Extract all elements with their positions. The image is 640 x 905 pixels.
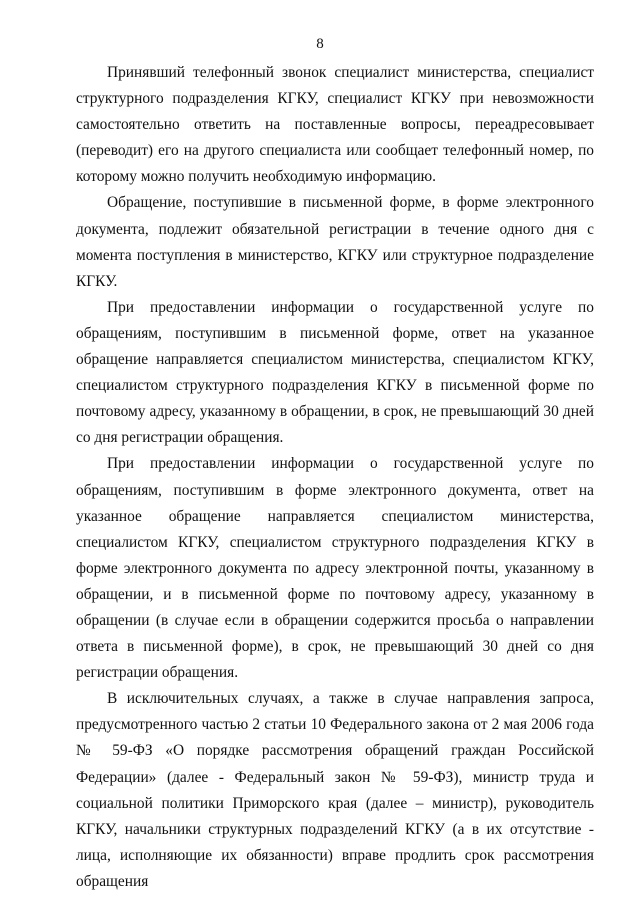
paragraph-3: При предоставлении информации о государственной услуге по обращениям, поступившим в письменной форме, ответ на указанное обращение направляется специалистом министерства, специалистом КГКУ, специалистом структурного подразделения КГКУ в письменной форме по почтовому адресу, указанному в обращении, в срок, не превышающий 30 дней со дня регистрации обращения. xyxy=(76,298,594,447)
document-body xyxy=(76,60,594,895)
paragraph-5: В исключительных случаях, а также в случае направления запроса, предусмотренного частью 2 статьи 10 Федерального закона от 2 мая 2006 года № 59-ФЗ «О порядке рассмотрения обращений граждан Российской Федерации» (далее - Федеральный закон № 59-ФЗ), министр труда и социальной политики Приморского края (далее – министр), руководитель КГКУ, начальники структурных подразделений КГКУ (а в их отсутствие - лица, исполняющие их обязанности) вправе продлить срок рассмотрения обращения xyxy=(76,690,594,890)
paragraph-2: Обращение, поступившие в письменной форме, в форме электронного документа, подлежит обязательной регистрации в течение одного дня с момента поступления в министерство, КГКУ или структурное подразделение КГКУ. xyxy=(76,194,594,290)
page-number: 8 xyxy=(316,36,324,52)
paragraph-1: Принявший телефонный звонок специалист министерства, специалист структурного подразделения КГКУ, специалист КГКУ при невозможности самостоятельно ответить на поставленные вопросы, переадресовывает (переводит) его на другого специалиста или сообщает телефонный номер, по которому можно получить необходимую информацию. xyxy=(76,64,594,186)
paragraph-4: При предоставлении информации о государственной услуге по обращениям, поступившим в форме электронного документа, ответ на указанное обращение направляется специалистом министерства, специалистом КГКУ, специалистом структурного подразделения КГКУ в форме электронного документа по адресу электронной почты, указанному в обращении, и в письменной форме по почтовому адресу, указанному в обращении (в случае если в обращении содержится просьба о направлении ответа в письменной форме), в срок, не превышающий 30 дней со дня регистрации обращения. xyxy=(76,455,594,682)
